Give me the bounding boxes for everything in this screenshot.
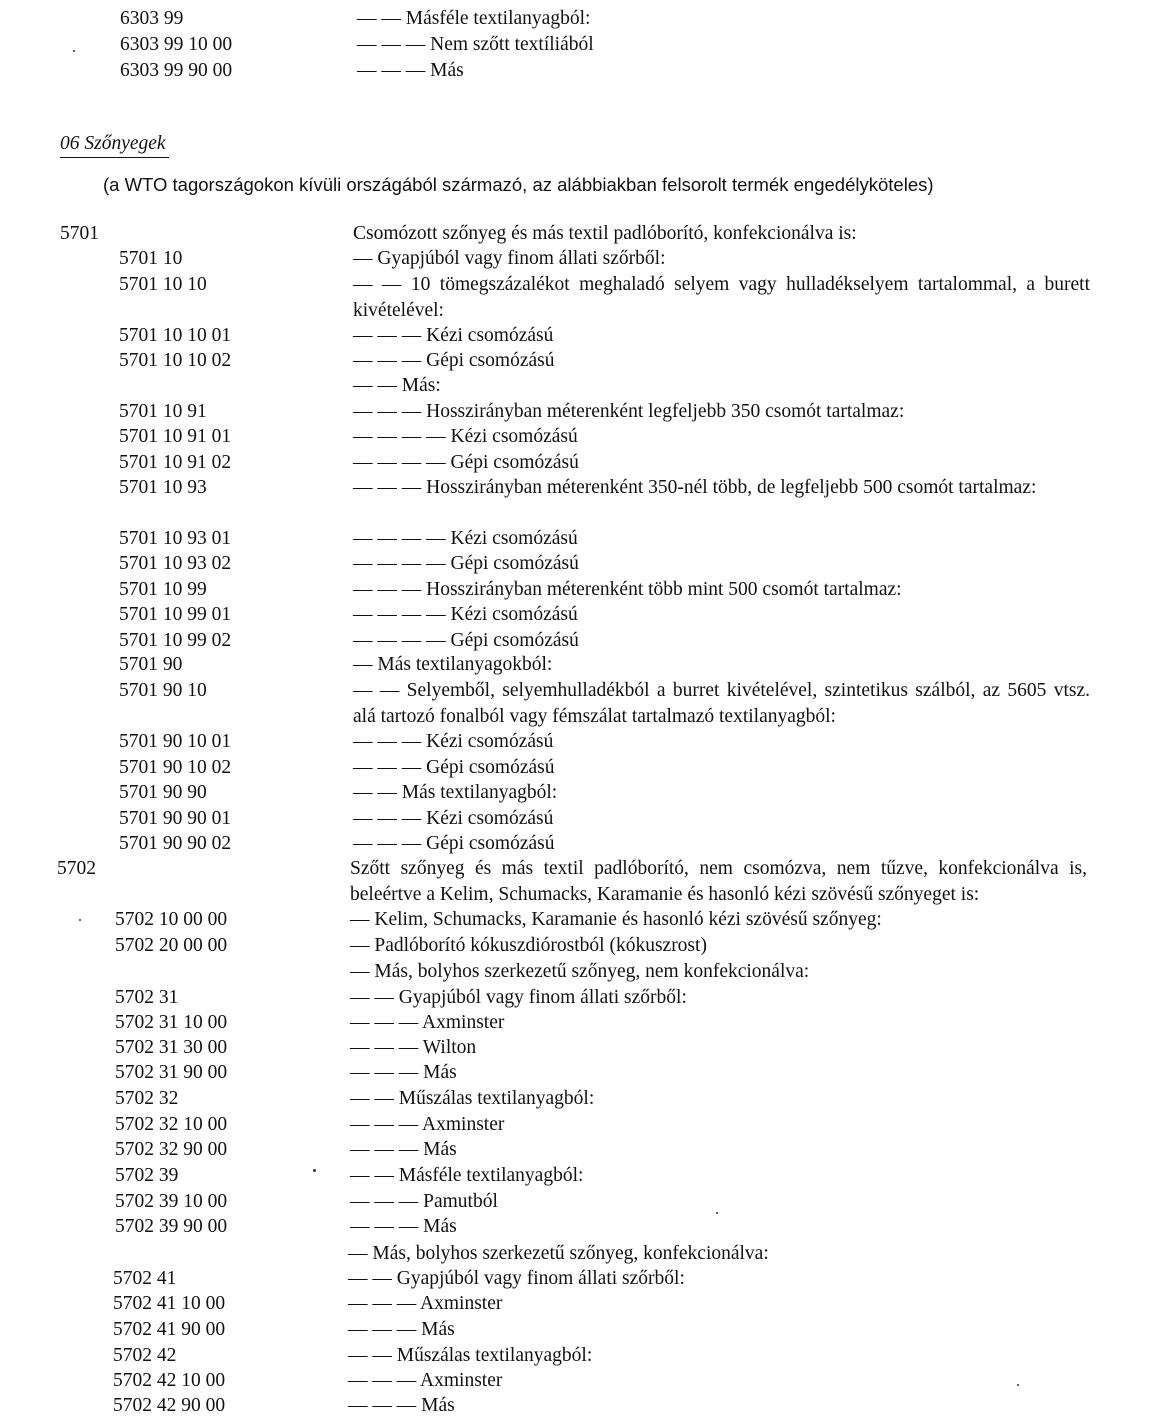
tariff-code: 5702 31 — [115, 987, 179, 1008]
tariff-row — [0, 373, 1153, 398]
tariff-row — [0, 831, 1153, 856]
tariff-description: — — Műszálas textilanyagból: — [350, 1088, 595, 1109]
scan-speck — [79, 919, 81, 921]
tariff-row — [0, 755, 1153, 780]
tariff-row — [0, 933, 1153, 958]
tariff-code: 5701 10 — [119, 248, 183, 269]
tariff-description: — — — Nem szőtt textíliából — [357, 34, 594, 55]
tariff-row — [0, 729, 1153, 754]
tariff-code: 5701 10 99 — [119, 579, 207, 600]
tariff-row — [0, 1086, 1153, 1111]
tariff-description: — — Selyemből, selyemhulladékból a burret kivételével, szintetikus szálból, az 5605 vtsz. alá tartozó fonalból vagy fémszálat tartalmazó textilanyagból: — [353, 680, 1090, 727]
tariff-row — [0, 475, 1153, 526]
tariff-row — [0, 806, 1153, 831]
tariff-code: 5702 — [57, 858, 96, 879]
tariff-code: 5702 20 00 00 — [115, 935, 228, 956]
tariff-description: — Más, bolyhos szerkezetű szőnyeg, konfekcionálva: — [348, 1243, 769, 1264]
tariff-row — [0, 959, 1153, 984]
tariff-code: 5701 10 10 01 — [119, 325, 232, 346]
tariff-code: 5701 — [60, 223, 99, 244]
tariff-code: 5701 10 91 — [119, 401, 207, 422]
tariff-description: — — 10 tömegszázalékot meghaladó selyem vagy hulladékselyem tartalommal, a burett kivételével: — [353, 274, 1090, 321]
tariff-description: — — — Axminster — [348, 1293, 503, 1314]
tariff-description: — — Másféle textilanyagból: — [350, 1165, 584, 1186]
scan-speck — [73, 50, 75, 52]
tariff-row — [0, 551, 1153, 576]
tariff-description: — — — Axminster — [350, 1012, 505, 1033]
tariff-description: Csomózott szőnyeg és más textil padlóborító, konfekcionálva is: — [353, 223, 857, 244]
tariff-code: 5701 10 91 01 — [119, 426, 232, 447]
tariff-code: 6303 99 90 00 — [120, 60, 233, 81]
tariff-description: — — — Más — [348, 1395, 455, 1416]
tariff-code: 5702 42 10 00 — [113, 1370, 226, 1391]
tariff-description: — — — — Kézi csomózású — [353, 528, 578, 549]
tariff-code: 5701 10 91 02 — [119, 452, 232, 473]
tariff-description: — — — — Kézi csomózású — [353, 604, 578, 625]
tariff-description: — — — Axminster — [348, 1370, 503, 1391]
tariff-description: — — Műszálas textilanyagból: — [348, 1345, 593, 1366]
tariff-code: 5702 32 10 00 — [115, 1114, 228, 1135]
tariff-code: 5702 41 — [113, 1268, 177, 1289]
tariff-code: 6303 99 10 00 — [120, 34, 233, 55]
scan-speck — [1017, 1384, 1019, 1386]
tariff-code: 5702 41 10 00 — [113, 1293, 226, 1314]
tariff-row — [0, 1393, 1153, 1418]
tariff-row — [0, 1266, 1153, 1291]
tariff-code: 5702 31 90 00 — [115, 1062, 228, 1083]
tariff-row — [0, 32, 1153, 57]
tariff-row — [0, 1343, 1153, 1368]
tariff-description: — — — Wilton — [350, 1037, 477, 1058]
tariff-row — [0, 602, 1153, 627]
tariff-code: 5702 10 00 00 — [115, 909, 228, 930]
tariff-description: — — — Hosszirányban méterenként több mint 500 csomót tartalmaz: — [353, 579, 902, 600]
tariff-row — [0, 221, 1153, 246]
section-note: (a WTO tagországokon kívüli országából származó, az alábbiakban felsorolt termék engedélyköteles) — [103, 174, 934, 195]
tariff-description: — — — Gépi csomózású — [353, 757, 555, 778]
tariff-code: 5702 41 90 00 — [113, 1319, 226, 1340]
tariff-row — [0, 1189, 1153, 1214]
tariff-code: 5701 10 93 02 — [119, 553, 232, 574]
tariff-code: 5702 39 90 00 — [115, 1216, 228, 1237]
tariff-row — [0, 1163, 1153, 1188]
tariff-description: — — Más: — [353, 375, 441, 396]
tariff-code: 5701 90 10 01 — [119, 731, 232, 752]
tariff-description: — — — Más — [350, 1062, 457, 1083]
tariff-code: 5701 90 10 02 — [119, 757, 232, 778]
tariff-row — [0, 1010, 1153, 1035]
tariff-description: — — — Más — [350, 1139, 457, 1160]
tariff-code: 5701 90 10 — [119, 680, 207, 701]
tariff-row — [0, 1241, 1153, 1266]
tariff-row — [0, 856, 1153, 907]
tariff-row — [0, 6, 1153, 31]
tariff-description: — — — Hosszirányban méterenként legfeljebb 350 csomót tartalmaz: — [353, 401, 905, 422]
tariff-code: 5701 10 99 01 — [119, 604, 232, 625]
tariff-code: 5701 90 90 02 — [119, 833, 232, 854]
tariff-description: — — — Hosszirányban méterenként 350-nél több, de legfeljebb 500 csomót tartalmaz: — [353, 477, 1037, 498]
tariff-code: 5702 31 10 00 — [115, 1012, 228, 1033]
tariff-description: Szőtt szőnyeg és más textil padlóborító, nem csomózva, nem tűzve, konfekcionálva is, beleértve a Kelim, Schumacks, Karamanie és hasonló kézi szövésű szőnyeget is: — [350, 858, 1087, 905]
tariff-row — [0, 985, 1153, 1010]
tariff-description: — — — — Gépi csomózású — [353, 553, 579, 574]
tariff-description: — — Másféle textilanyagból: — [357, 8, 591, 29]
tariff-row — [0, 323, 1153, 348]
tariff-description: — — — Kézi csomózású — [353, 731, 554, 752]
tariff-row — [0, 399, 1153, 424]
tariff-description: — — — — Kézi csomózású — [353, 426, 578, 447]
tariff-row — [0, 577, 1153, 602]
tariff-description: — Gyapjúból vagy finom állati szőrből: — [353, 248, 666, 269]
tariff-row — [0, 628, 1153, 653]
tariff-row — [0, 246, 1153, 271]
tariff-code: 5701 90 90 — [119, 782, 207, 803]
tariff-row — [0, 272, 1153, 323]
tariff-description: — — — Más — [357, 60, 464, 81]
tariff-row — [0, 450, 1153, 475]
scan-speck — [716, 1212, 718, 1214]
tariff-row — [0, 907, 1153, 932]
tariff-description: — Más textilanyagokból: — [353, 654, 553, 675]
tariff-row — [0, 678, 1153, 729]
tariff-code: 5702 42 90 00 — [113, 1395, 226, 1416]
tariff-row — [0, 1060, 1153, 1085]
tariff-code: 5701 10 99 02 — [119, 630, 232, 651]
tariff-description: — — — Axminster — [350, 1114, 505, 1135]
tariff-description: — Kelim, Schumacks, Karamanie és hasonló kézi szövésű szőnyeg: — [350, 909, 882, 930]
tariff-description: — — — Pamutból — [350, 1191, 498, 1212]
tariff-description: — — — Kézi csomózású — [353, 808, 554, 829]
tariff-description: — — Más textilanyagból: — [353, 782, 558, 803]
tariff-row — [0, 1214, 1153, 1239]
tariff-description: — — — Más — [348, 1319, 455, 1340]
tariff-row — [0, 58, 1153, 83]
tariff-code: 5702 39 — [115, 1165, 179, 1186]
tariff-code: 5701 10 10 02 — [119, 350, 232, 371]
tariff-code: 5701 10 93 — [119, 477, 207, 498]
tariff-row — [0, 652, 1153, 677]
tariff-row — [0, 1368, 1153, 1393]
tariff-description: — — — Más — [350, 1216, 457, 1237]
tariff-row — [0, 1112, 1153, 1137]
tariff-code: 5701 10 10 — [119, 274, 207, 295]
tariff-description: — — — — Gépi csomózású — [353, 630, 579, 651]
tariff-code: 5702 31 30 00 — [115, 1037, 228, 1058]
tariff-code: 5702 42 — [113, 1345, 177, 1366]
tariff-code: 5702 32 90 00 — [115, 1139, 228, 1160]
tariff-code: 5702 32 — [115, 1088, 179, 1109]
tariff-code: 5702 39 10 00 — [115, 1191, 228, 1212]
tariff-description: — — — Gépi csomózású — [353, 350, 555, 371]
tariff-row — [0, 780, 1153, 805]
tariff-code: 6303 99 — [120, 8, 184, 29]
tariff-description: — — — Gépi csomózású — [353, 833, 555, 854]
tariff-row — [0, 1137, 1153, 1162]
tariff-description: — — Gyapjúból vagy finom állati szőrből: — [348, 1268, 685, 1289]
tariff-row — [0, 1291, 1153, 1316]
tariff-row — [0, 526, 1153, 551]
scan-speck — [313, 1169, 316, 1172]
tariff-code: 5701 90 — [119, 654, 183, 675]
tariff-description: — Padlóborító kókuszdiórostból (kókuszrost) — [350, 935, 707, 956]
tariff-row — [0, 1035, 1153, 1060]
tariff-description: — — Gyapjúból vagy finom állati szőrből: — [350, 987, 687, 1008]
tariff-description: — — — Kézi csomózású — [353, 325, 554, 346]
tariff-description: — — — — Gépi csomózású — [353, 452, 579, 473]
tariff-row — [0, 424, 1153, 449]
section-title: 06 Szőnyegek — [60, 131, 169, 158]
tariff-row — [0, 348, 1153, 373]
tariff-code: 5701 10 93 01 — [119, 528, 232, 549]
tariff-row — [0, 1317, 1153, 1342]
tariff-description: — Más, bolyhos szerkezetű szőnyeg, nem konfekcionálva: — [350, 961, 810, 982]
tariff-code: 5701 90 90 01 — [119, 808, 232, 829]
